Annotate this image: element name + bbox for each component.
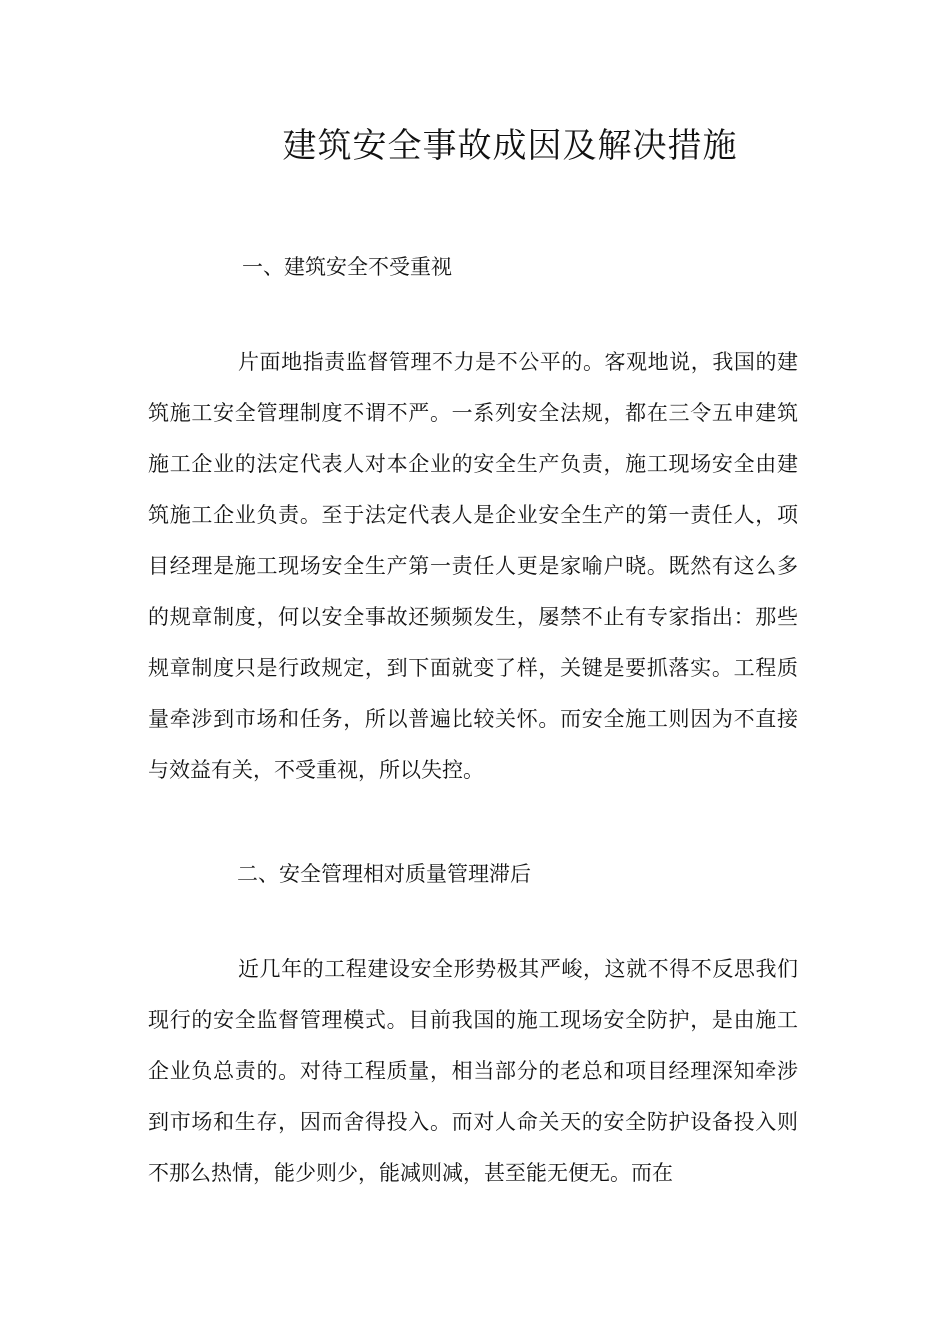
document-title: 建筑安全事故成因及解决措施 — [282, 126, 738, 166]
section-heading-1: 一、建筑安全不受重视 — [242, 255, 452, 279]
section-paragraph-2: 近几年的工程建设安全形势极其严峻，这就不得不反思我们现行的安全监督管理模式。目前我国的施工现场安全防护，是由施工企业负总责的。对待工程质量，相当部分的老总和项目经理深知牵涉到市场和生存，因而舍得投入。而对人命关天的安全防护设备投入则不那么热情，能少则少，能减则减，甚至能无便无。而在 — [148, 957, 798, 1185]
section-heading-2: 二、安全管理相对质量管理滞后 — [237, 862, 531, 886]
section-paragraph-1: 片面地指责监督管理不力是不公平的。客观地说，我国的建筑施工安全管理制度不谓不严。一系列安全法规，都在三令五申建筑施工企业的法定代表人对本企业的安全生产负责，施工现场安全由建筑施工企业负责。至于法定代表人是企业安全生产的第一责任人，项目经理是施工现场安全生产第一责任人更是家喻户晓。既然有这么多的规章制度，何以安全事故还频频发生，屡禁不止有专家指出：那些规章制度只是行政规定，到下面就变了样，关键是要抓落实。工程质量牵涉到市场和任务，所以普遍比较关怀。而安全施工则因为不直接与效益有关，不受重视，所以失控。 — [148, 350, 798, 782]
